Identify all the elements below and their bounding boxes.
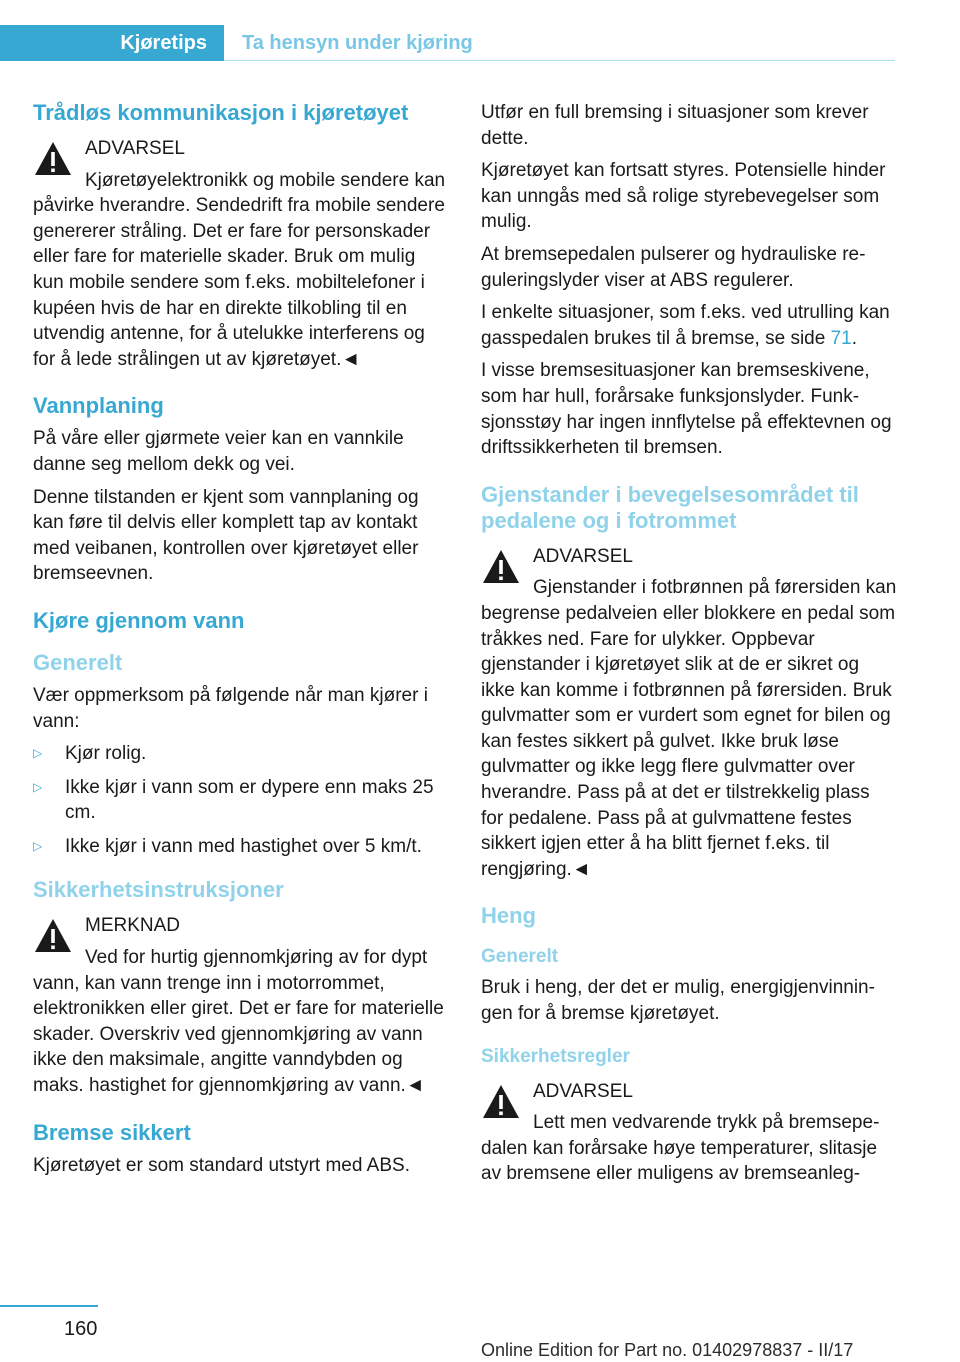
heading-general: Generelt: [33, 649, 123, 675]
warning-objects: [481, 544, 897, 883]
footer-rule: [0, 1305, 98, 1307]
paragraph: [481, 300, 897, 351]
warning-slope: [481, 1079, 897, 1187]
paragraph: Denne tilstanden er kjent som vannplaning og kan føre til delvis eller komplett tap av kontakt med veibanen, kontrollen over kjøretøyet eller bremseevnen.: [33, 486, 419, 585]
bullet-marker-icon: ▷: [33, 746, 43, 761]
warning-text: Gjenstander i fotbrønnen på førersiden kan begrense pedalveien eller blokkere en pedal som tråkkes ned. Fare for ulykker. Oppbevar gjenstander i kjøretøyet slik at de er sikret og ikke kan komme i fotbrønnen på førersiden. Bruk gulvmatter som er vurdert som egnet for bilen og kan festes sikkert på gulvet. Ikke bruk løse gulvmatter og ikke legg flere gulvmatter over hverandre. Pass på at det er tilstrekkelig plass for pedalene. Pass på at gulvmattene festes sikkert igjen etter å ha blitt fjernet f.eks. til rengjøring.◄: [481, 577, 897, 880]
list-item-text: Ikke kjør i vann med hastighet over 5 km/t.: [65, 835, 422, 857]
left-column: [33, 100, 449, 1185]
warning-triangle-icon: [33, 916, 73, 956]
warning-text: Kjøretøyelektronikk og mobile sendere kan påvirke hverandre. Sendedrift fra mobile sendere genererer stråling. Det er fare for personskader eller fare for materielle skader. Bruk om mulig kun mobile sendere som f.eks. mobiltelefoner i kupéen hvis de har en direkte tilkobling til en utvendig antenne, for å utelukke interferens og for å lede strålingen ut av kjøretøyet.◄: [33, 169, 446, 370]
warning-title: ADVARSEL: [533, 545, 633, 567]
list-item-text: Kjør rolig.: [65, 743, 147, 765]
bullet-list: [33, 741, 449, 859]
paragraph: Kjøretøyet er som standard utstyrt med ABS.: [33, 1154, 410, 1176]
warning-title: ADVARSEL: [533, 1080, 633, 1102]
list-item-text: Ikke kjør i vann som er dypere enn maks 25 cm.: [65, 776, 434, 824]
edition-note: Online Edition for Part no. 01402978837 - II/17: [481, 1340, 854, 1360]
heading-driving-through-water: Kjøre gjennom vann: [33, 607, 245, 633]
paragraph: Vær oppmerksom på følgende når man kjører i vann:: [33, 684, 428, 732]
heading-safety-instructions: Sikkerhetsinstruksjoner: [33, 877, 284, 903]
header-rule: [224, 60, 895, 61]
heading-objects-pedal-area: Gjenstander i bevegelsesområdet til pedalene og i fotrommet: [481, 481, 859, 533]
bullet-marker-icon: ▷: [33, 838, 43, 853]
note-title: MERKNAD: [85, 915, 181, 937]
list-item: [33, 741, 449, 767]
warning-wireless: [33, 136, 449, 372]
warning-title: ADVARSEL: [85, 138, 185, 159]
warning-triangle-icon: [481, 1082, 521, 1122]
warning-triangle-icon: [481, 547, 521, 587]
paragraph-text: I enkelte situasjoner, som f.eks. ved utrulling kan gasspedalen brukes til å bremse, se side: [481, 302, 890, 349]
heading-slope: Heng: [481, 903, 536, 929]
heading-wireless: Trådløs kommunikasjon i kjøretøyet: [33, 100, 409, 125]
warning-text: Lett men vedvarende trykk på bremsepedalen kan forårsake høye temperaturer, slitasje av bremsene eller muligens av bremseanleg-: [481, 1112, 880, 1185]
paragraph: På våre eller gjørmete veier kan en vannkile danne seg mellom dekk og vei.: [33, 428, 404, 475]
bullet-marker-icon: ▷: [33, 779, 43, 794]
heading-general: Generelt: [481, 946, 559, 968]
heading-aquaplaning: Vannplaning: [33, 393, 164, 419]
page-header: [0, 25, 895, 61]
list-item: [33, 834, 449, 860]
note-text: Ved for hurtig gjennomkjøring av for dypt vann, kan vann trenge inn i motorrommet, elektronikken eller giret. Det er fare for materielle skader. Overskriv ved gjennomkjøring av vann ikke den maksimale, angitte vanndybden og maks. hastighet for gjennomkjøring av vann.◄: [33, 947, 444, 1097]
paragraph: At bremsepedalen pulserer og hydrauliske reguleringslyder viser at ABS regulerer.: [481, 243, 866, 291]
paragraph: Kjøretøyet kan fortsatt styres. Potensielle hinder kan unngås med så rolige styrebevegelser som mulig.: [481, 160, 886, 233]
page-reference-link[interactable]: 71: [830, 327, 852, 349]
paragraph: Bruk i heng, der det er mulig, energigjenvinningen for å bremse kjøretøyet.: [481, 977, 875, 1025]
paragraph: Utfør en full bremsing i situasjoner som krever dette.: [481, 102, 869, 149]
section-tab: Kjøretips: [0, 25, 224, 61]
heading-brake-safely: Bremse sikkert: [33, 1119, 191, 1145]
paragraph-text: .: [851, 327, 858, 349]
warning-triangle-icon: [33, 139, 73, 179]
subsection-tab: Ta hensyn under kjøring: [224, 25, 895, 61]
paragraph: I visse bremsesituasjoner kan bremseskivene, som har hull, forårsake funksjonslyder. Funksjonsstøy har ingen innflytelse på effektevnen og driftssikkerheten til bremsen.: [481, 360, 892, 459]
list-item: [33, 775, 449, 826]
right-column: [481, 100, 897, 1194]
page-number: 160: [64, 1318, 98, 1340]
heading-safety-rules: Sikkerhetsregler: [481, 1045, 630, 1067]
note-water: [33, 913, 449, 1098]
